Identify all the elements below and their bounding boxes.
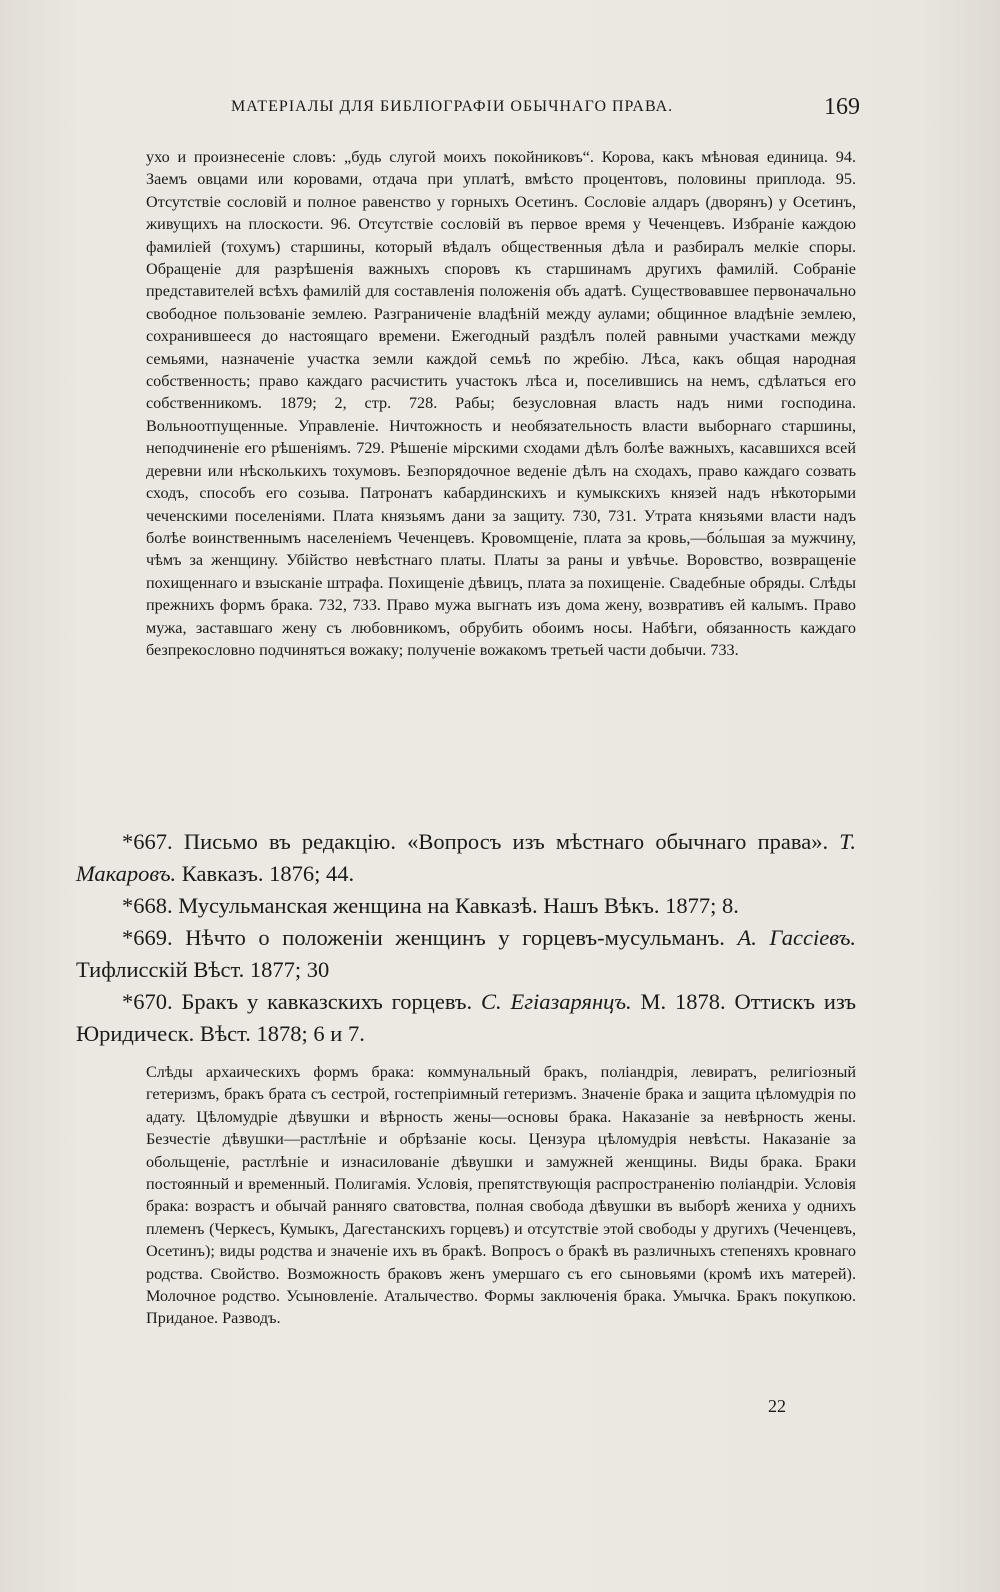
entry-author: Т. Макаровъ.	[76, 829, 856, 886]
entry-title: *670. Бракъ у кавказскихъ горцевъ.	[122, 989, 481, 1014]
bibliography-entry-669	[76, 922, 856, 986]
bibliography-entries	[76, 826, 856, 1050]
entry-source: Тифлисскій Вѣст. 1877; 30	[76, 957, 330, 982]
abstract-paragraph: Слѣды архаическихъ формъ брака: коммунальный бракъ, поліандрія, левиратъ, религіозный гетеризмъ, бракъ брата съ сестрой, гостепріимный гетеризмъ. Значеніе брака и защита цѣломудрія по адату. Цѣломудріе дѣвушки и вѣрность жены—основы брака. Наказаніе за невѣрность жены. Безчестіе дѣвушки—растлѣніе и обрѣзаніе косы. Цензура цѣломудрія невѣсты. Наказаніе за обольщеніе, растлѣніе и изнасилованіе дѣвушки и замужней женщины. Виды брака. Браки постоянный и временный. Полигамія. Условія, препятствующія распространенію поліандріи. Условія брака: возрастъ и обычай ранняго сватовства, полная свобода дѣвушки въ выборѣ жениха у однихъ племенъ (Черкесъ, Кумыкъ, Дагестанскихъ горцевъ) и отсутствіе этой свободы у другихъ (Чеченцевъ, Осетинъ); виды родства и значеніе ихъ въ бракѣ. Вопросъ о бракѣ въ различныхъ степеняхъ кровнаго родства. Свойство. Возможность браковъ женъ умершаго съ его сыновьями (кромѣ ихъ матерей). Молочное родство. Усыновленіе. Аталычество. Формы заключенія брака. Умычка. Бракъ покупкою. Приданое. Разводъ.	[146, 1063, 856, 1328]
bibliography-entry-667	[76, 826, 856, 890]
abstract-text-1	[146, 146, 856, 661]
bibliography-entry-670	[76, 986, 856, 1050]
page-number: 169	[824, 94, 860, 120]
signature-mark: 22	[768, 1396, 786, 1416]
abstract-paragraph: ухо и произнесеніе словъ: „будь слугой моихъ покойниковъ“. Корова, какъ мѣновая единица. 94. Заемъ овцами или коровами, отдача при уплатѣ, вмѣсто процентовъ, половины приплода. 95. Отсутствіе сословій и полное равенство у горныхъ Осетинъ. Сословіе алдаръ (дворянъ) у Осетинъ, живущихъ на плоскости. 96. Отсутствіе сословій въ первое время у Чеченцевъ. Избраніе каждою фамиліей (тохумъ) старшины, который вѣдалъ общественныя дѣла и разбиралъ мелкіе споры. Обращеніе для разрѣшенія важныхъ споровъ къ старшинамъ другихъ фамилій. Собраніе представителей всѣхъ фамилій для составленія положенія объ адатѣ. Существовавшее первоначально свободное пользованіе землею. Разграниченіе владѣній между аулами; общинное владѣніе землею, сохранившееся до настоящаго времени. Ежегодный раздѣлъ полей равными участками между семьями, назначеніе участка земли каждой семьѣ по жребію. Лѣса, какъ общая народная собственность; право каждаго расчистить участокъ лѣса и, поселившись на немъ, сдѣлаться его собственникомъ. 1879; 2, стр. 728. Рабы; безусловная власть надъ ними господина. Вольноотпущенные. Управленіе. Ничтожность и необязательность власти выборнаго старшины, неподчиненіе его рѣшеніямъ. 729. Рѣшеніе мірскими сходами дѣлъ болѣе важныхъ, касавшихся всей деревни или нѣсколькихъ тохумовъ. Безпорядочное веденіе дѣлъ на сходахъ, право каждаго созвать сходъ, способъ его созыва. Патронатъ кабардинскихъ и кумыкскихъ князей надъ нѣкоторыми чеченскими поселеніями. Плата князьямъ дани за защиту. 730, 731. Утрата князьями власти надъ болѣе воинственнымъ населеніемъ Чеченцевъ. Кровомщеніе, плата за кровь,—бо́льшая за мужчину, чѣмъ за женщину. Убійство невѣстнаго платы. Платы за раны и увѣчье. Воровство, возвращеніе похищеннаго и взысканіе штрафа. Похищеніе дѣвицъ, плата за похищеніе. Свадебные обряды. Слѣды прежнихъ формъ брака. 732, 733. Право мужа выгнать изъ дома жену, возвративъ ей калымъ. Право мужа, заставшаго жену съ любовникомъ, обрубить обоимъ носы. Набѣги, обязанность каждаго безпрекословно подчиняться вожаку; полученіе вожакомъ третьей части добычи. 733.	[146, 148, 856, 659]
entry-author: С. Егiазарянцъ.	[481, 989, 632, 1014]
entry-title: *667. Письмо въ редакцію. «Вопросъ изъ мѣстнаго обычнаго права».	[122, 829, 840, 854]
entry-title: *668. Мусульманская женщина на Кавказѣ. Нашъ Вѣкъ. 1877; 8.	[122, 893, 739, 918]
entry-source: М. 1878. Оттискъ изъ Юридическ. Вѣст. 1878; 6 и 7.	[76, 989, 856, 1046]
page-header	[76, 98, 850, 116]
abstract-text-2	[146, 1061, 856, 1330]
entry-source: Кавказъ. 1876; 44.	[176, 861, 355, 886]
bibliography-entry-668	[76, 890, 856, 922]
entry-title: *669. Нѣчто о положеніи женщинъ у горцевъ-мусульманъ.	[122, 925, 738, 950]
running-head: МАТЕРІАЛЫ ДЛЯ БИБЛІОГРАФІИ ОБЫЧНАГО ПРАВА.	[231, 98, 674, 115]
entry-author: А. Гассіевъ.	[737, 925, 856, 950]
